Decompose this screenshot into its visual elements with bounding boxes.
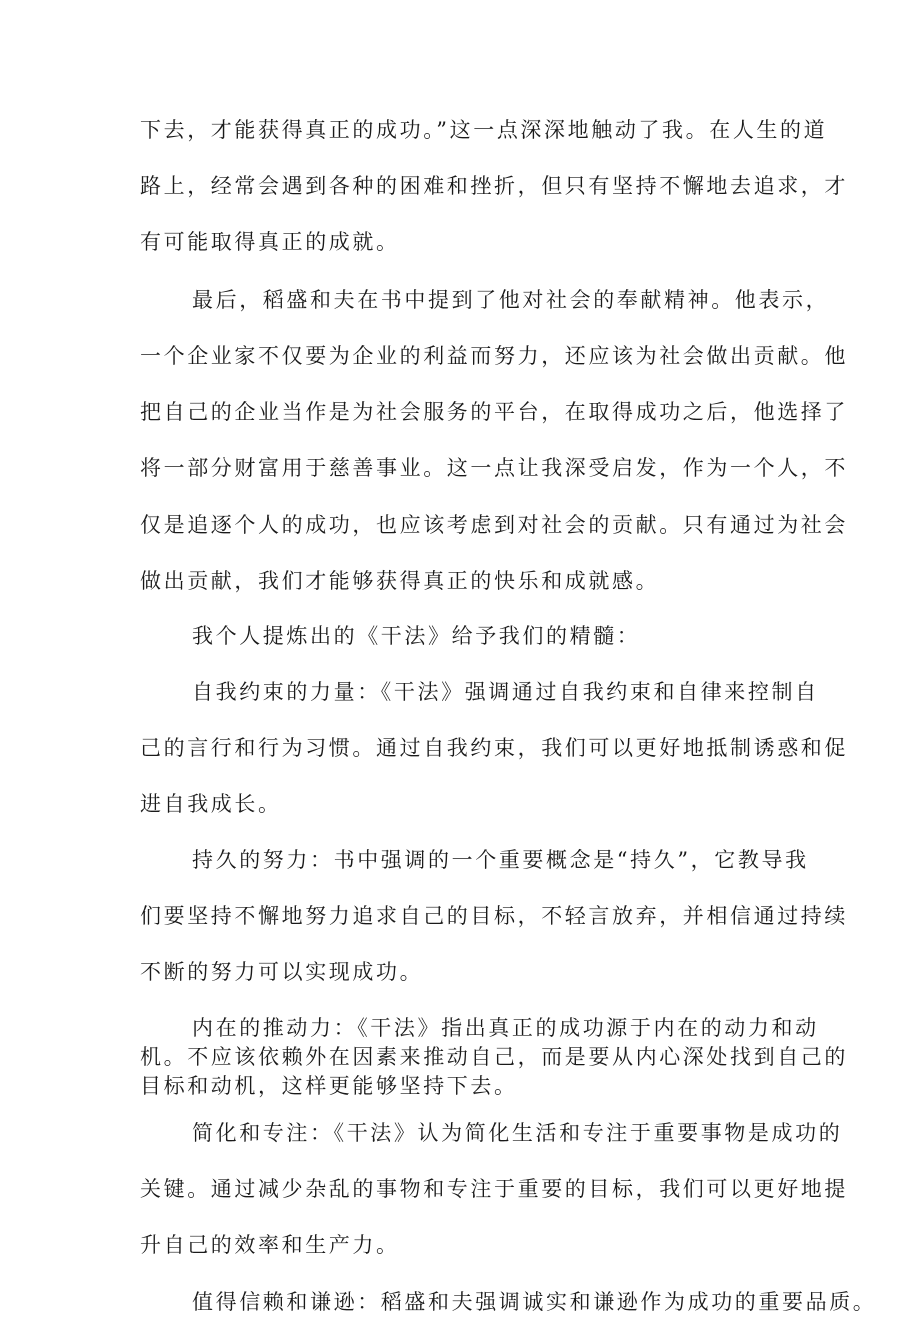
text-line: 自我约束的力量：《干法》强调通过自我约束和自律来控制自 bbox=[192, 680, 819, 704]
text-line: 将一部分财富用于慈善事业。这一点让我深受启发，作为一个人，不 bbox=[140, 456, 848, 480]
text-line: 把自己的企业当作是为社会服务的平台，在取得成功之后，他选择了 bbox=[140, 400, 848, 424]
text-line: 升自己的效率和生产力。 bbox=[140, 1233, 400, 1257]
text-line: 不断的努力可以实现成功。 bbox=[140, 960, 424, 984]
text-line: 们要坚持不懈地努力追求自己的目标，不轻言放弃，并相信通过持续 bbox=[140, 904, 848, 928]
text-line: 有可能取得真正的成就。 bbox=[140, 230, 400, 254]
text-line: 做出贡献，我们才能够获得真正的快乐和成就感。 bbox=[140, 569, 660, 593]
text-line: 关键。通过减少杂乱的事物和专注于重要的目标，我们可以更好地提 bbox=[140, 1177, 848, 1201]
text-line: 机。不应该依赖外在因素来推动自己，而是要从内心深处找到自己的 bbox=[140, 1045, 848, 1069]
text-line: 己的言行和行为习惯。通过自我约束，我们可以更好地抵制诱惑和促 bbox=[140, 736, 848, 760]
text-line: 目标和动机，这样更能够坚持下去。 bbox=[140, 1074, 518, 1098]
text-line: 下去，才能获得真正的成功。”这一点深深地触动了我。在人生的道 bbox=[140, 118, 828, 142]
text-line: 我个人提炼出的《干法》给予我们的精髓： bbox=[192, 624, 641, 648]
text-line: 持久的努力：书中强调的一个重要概念是“持久”，它教导我 bbox=[192, 848, 809, 872]
text-line: 仅是追逐个人的成功，也应该考虑到对社会的贡献。只有通过为社会 bbox=[140, 513, 848, 537]
text-line: 值得信赖和谦逊：稻盛和夫强调诚实和谦逊作为成功的重要品质。 bbox=[192, 1290, 877, 1314]
text-line: 最后，稻盛和夫在书中提到了他对社会的奉献精神。他表示， bbox=[192, 288, 830, 312]
text-line: 进自我成长。 bbox=[140, 792, 282, 816]
text-line: 一个企业家不仅要为企业的利益而努力，还应该为社会做出贡献。他 bbox=[140, 344, 848, 368]
text-line: 路上，经常会遇到各种的困难和挫折，但只有坚持不懈地去追求，才 bbox=[140, 174, 848, 198]
text-line: 简化和专注：《干法》认为简化生活和专注于重要事物是成功的 bbox=[192, 1121, 843, 1145]
text-line: 内在的推动力：《干法》指出真正的成功源于内在的动力和动 bbox=[192, 1016, 819, 1040]
